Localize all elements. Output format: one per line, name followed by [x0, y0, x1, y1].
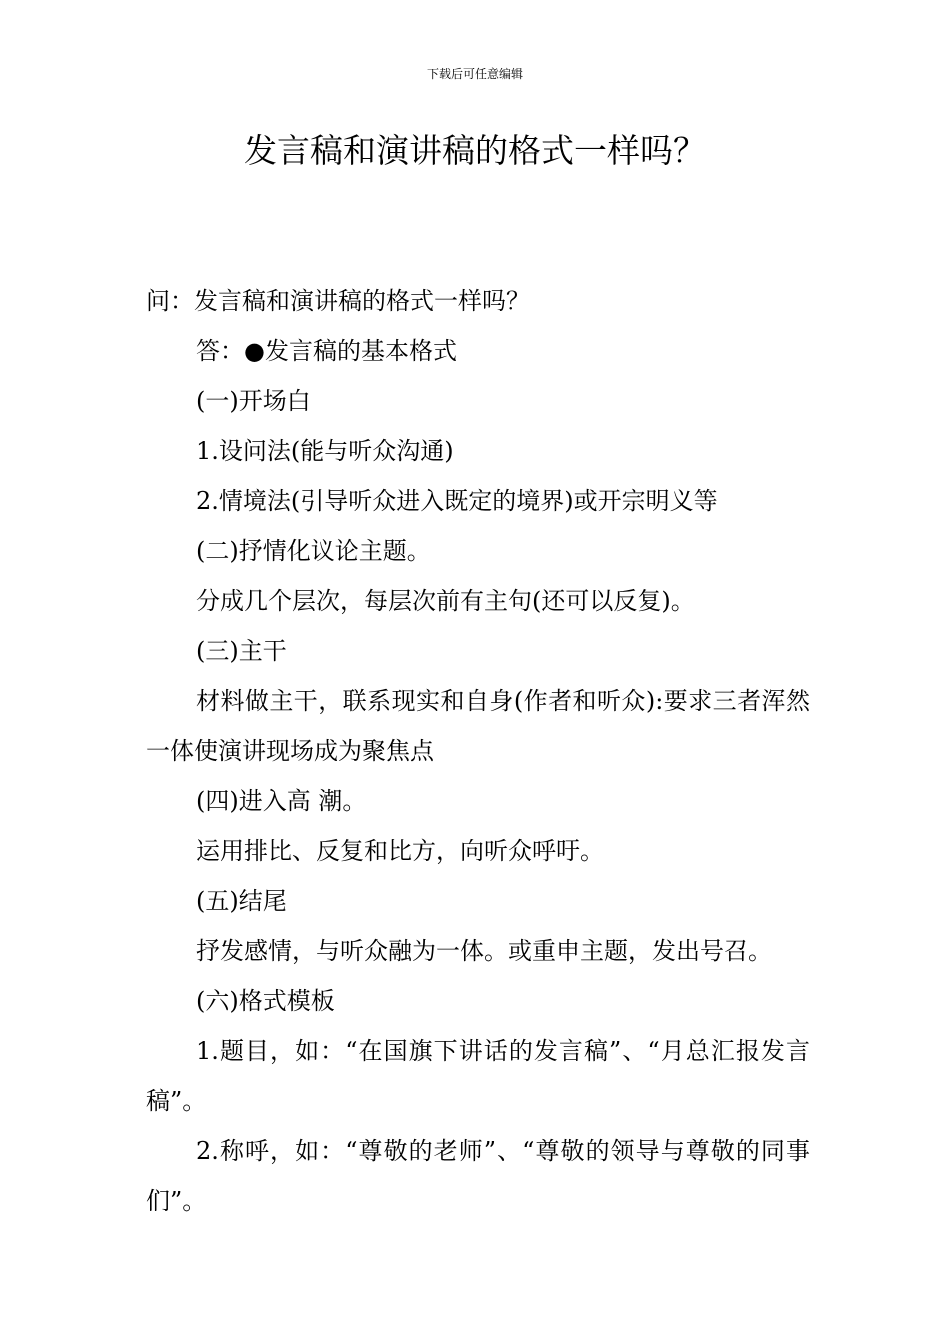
section-heading-4: (四)进入高 潮。 — [196, 787, 367, 815]
section-heading-2: (二)抒情化议论主题。 — [196, 537, 431, 565]
paragraph-ending: 抒发感情，与听众融为一体。或重申主题，发出号召。 — [196, 937, 772, 965]
paragraph-main-body: 材料做主干，联系现实和自身(作者和听众):要求三者浑然一体使演讲现场成为聚焦点 — [146, 687, 810, 765]
section-heading-1: (一)开场白 — [196, 387, 311, 415]
question-paragraph: 问：发言稿和演讲稿的格式一样吗？ — [146, 287, 530, 315]
answer-heading: 答：●发言稿的基本格式 — [196, 337, 457, 365]
document-title: 发言稿和演讲稿的格式一样吗？ — [244, 131, 706, 170]
template-item-title: 1.题目，如：“在国旗下讲话的发言稿”、“月总汇报发言稿”。 — [146, 1037, 810, 1115]
paragraph-layers: 分成几个层次，每层次前有主句(还可以反复)。 — [196, 587, 695, 615]
section-heading-6: (六)格式模板 — [196, 987, 335, 1015]
section-heading-3: (三)主干 — [196, 637, 287, 665]
list-item-2: 2.情境法(引导听众进入既定的境界)或开宗明义等 — [196, 487, 718, 515]
paragraph-climax: 运用排比、反复和比方，向听众呼吁。 — [196, 837, 604, 865]
header-note: 下载后可任意编辑 — [426, 67, 523, 81]
template-item-salutation: 2.称呼，如：“尊敬的老师”、“尊敬的领导与尊敬的同事们”。 — [146, 1137, 810, 1215]
document-body — [146, 276, 810, 1226]
section-heading-5: (五)结尾 — [196, 887, 287, 915]
list-item-1: 1.设问法(能与听众沟通) — [196, 437, 454, 465]
